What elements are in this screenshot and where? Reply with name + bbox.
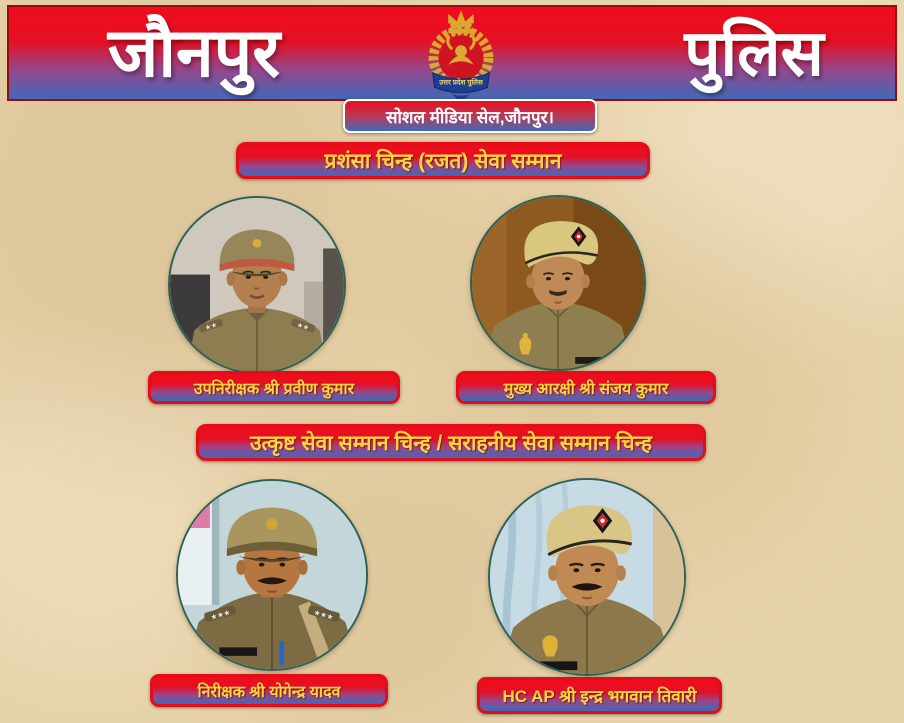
section-1-heading: प्रशंसा चिन्ह (रजत) सेवा सम्मान bbox=[236, 142, 650, 179]
svg-text:★★★: ★★★ bbox=[312, 607, 335, 622]
up-police-emblem-icon bbox=[412, 7, 510, 109]
svg-text:★★: ★★ bbox=[295, 321, 310, 333]
officer-photo-indra-bhagwan-tiwari bbox=[488, 478, 686, 676]
title-police: पुलिस bbox=[684, 17, 824, 89]
officer-photo-sanjay-kumar bbox=[470, 195, 646, 371]
svg-text:★★★: ★★★ bbox=[209, 607, 232, 622]
officer-photo-yogendra-yadav bbox=[176, 479, 368, 671]
officer-name-indra-bhagwan-tiwari: HC AP श्री इन्द्र भगवान तिवारी bbox=[477, 677, 722, 714]
officer-name-praveen-kumar: उपनिरीक्षक श्री प्रवीण कुमार bbox=[148, 371, 400, 404]
emblem-banner-text: उत्तर प्रदेश पुलिस bbox=[439, 79, 483, 87]
title-district: जौनपुर bbox=[107, 15, 281, 91]
officer-photo-praveen-kumar bbox=[168, 196, 346, 374]
section-2-heading: उत्कृष्ट सेवा सम्मान चिन्ह / सराहनीय सेवा सम्मान चिन्ह bbox=[196, 424, 706, 461]
officer-name-yogendra-yadav: निरीक्षक श्री योगेन्द्र यादव bbox=[150, 674, 388, 707]
social-media-cell-badge: सोशल मीडिया सेल,जौनपुर। bbox=[343, 99, 597, 133]
officer-name-sanjay-kumar: मुख्य आरक्षी श्री संजय कुमार bbox=[456, 371, 716, 404]
svg-text:★★: ★★ bbox=[204, 321, 219, 333]
